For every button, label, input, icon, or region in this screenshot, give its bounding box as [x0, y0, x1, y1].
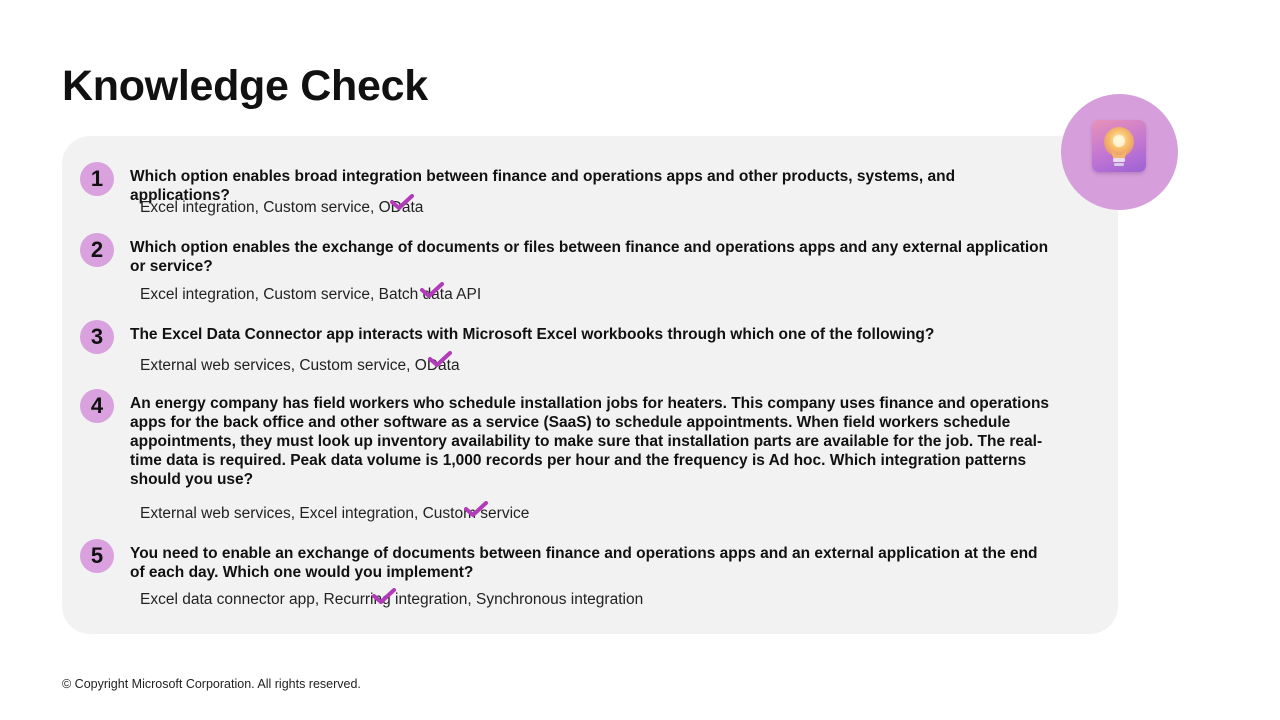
question-number-badge: 2	[80, 233, 114, 267]
question-text: Which option enables the exchange of documents or files between finance and operations apps and any external application or service?	[130, 239, 1049, 275]
copyright-footer: © Copyright Microsoft Corporation. All rights reserved.	[62, 677, 361, 691]
question-text: Which option enables broad integration between finance and operations apps and other products, systems, and applications?	[130, 168, 956, 204]
checkmark-icon	[390, 194, 414, 210]
question-text: You need to enable an exchange of documents between finance and operations apps and an external application at the end of each day. Which one would you implement?	[130, 545, 1038, 581]
question-number-badge: 4	[80, 389, 114, 423]
answer-options: External web services, Excel integration, Custom service	[140, 505, 530, 522]
checkmark-icon	[372, 588, 396, 604]
answer-options: Excel integration, Custom service, OData	[140, 199, 424, 216]
question-number-badge: 1	[80, 162, 114, 196]
checkmark-icon	[420, 282, 444, 298]
lightbulb-badge	[1061, 94, 1178, 210]
question-text: The Excel Data Connector app interacts with Microsoft Excel workbooks through which one of the following?	[130, 326, 935, 343]
answer-options: External web services, Custom service, OData	[140, 357, 460, 374]
question-number-badge: 3	[80, 320, 114, 354]
question-text: An energy company has field workers who schedule installation jobs for heaters. This company uses finance and operations apps for the back office and other software as a service (SaaS) to schedule appointments. When field workers schedule appointments, they must look up inventory availability to make sure that installation parts are available for the job. The real-time data is required. Peak data volume is 1,000 records per hour and the frequency is Ad hoc. Which integration patterns should you use?	[130, 395, 1050, 488]
checkmark-icon	[464, 501, 488, 517]
question-number-badge: 5	[80, 539, 114, 573]
checkmark-icon	[428, 351, 452, 367]
answer-options: Excel integration, Custom service, Batch data API	[140, 286, 482, 303]
lightbulb-icon	[1092, 120, 1146, 172]
page-title: Knowledge Check	[62, 62, 428, 110]
answer-options: Excel data connector app, Recurring integration, Synchronous integration	[140, 591, 644, 608]
lightbulb-tile	[1092, 120, 1146, 172]
